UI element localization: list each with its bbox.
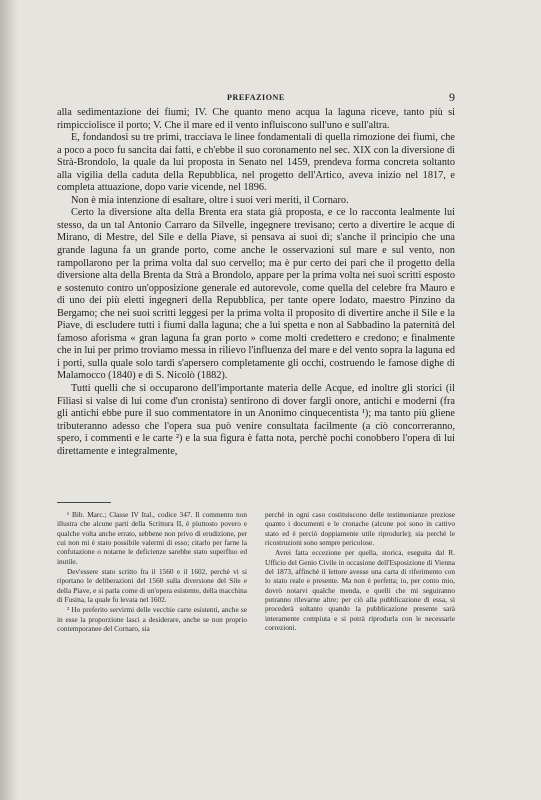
footnotes bbox=[57, 510, 455, 633]
body-text bbox=[57, 107, 455, 458]
footnotes-left-column bbox=[57, 510, 247, 633]
body-paragraph: Tutti quelli che si occuparono dell'importante materia delle Acque, ed inoltre gli storici (il Filiasi si valse di lui come d'un cronista) sentirono di dover fargli onore, antichi e moderni (fra gli antichi ebbe pure il suo commentatore in un Anonimo cinquecentista ¹); ma tanto più gliene tributeranno adesso che l'opera sua può venire consultata facilmente (a ciò concorreranno, spero, i commenti e le carte ²) e la sua figura è fatta nota, perchè pochi conobbero l'opera di lui direttamente e integralmente, bbox=[57, 383, 455, 457]
body-paragraph: alla sedimentazione dei fiumi; IV. Che quanto meno acqua la laguna riceve, tanto più si rimpicciolisce il porto; V. Che il mare ed il vento influiscono sull'uno e sull'altra. bbox=[57, 107, 455, 131]
binding-shadow bbox=[0, 0, 18, 800]
footnote-rule bbox=[57, 502, 111, 503]
body-paragraph: Certo la diversione alta della Brenta era stata già proposta, e ce lo racconta lealmente lui stesso, da un tal Antonio Carraro da Silvelle, ingegnere trevisano; certo a divertire le acque di Mirano, di Mestre, del Sile e della Piave, si pensava ai suoi dì; s'anche il principio che una grande laguna fa un grande porto, come anche le osservazioni sul mare e sul vento, non rampollarono per la prima volta dal suo cervello; ma è pur certo dei pari che il progetto della diversione alta della Brenta da Strà a Brondolo, appare per la prima volta nei suoi scritti esposto e sostenuto contro un'opposizione generale ed autorevole, come quella del celebre fra Mauro e di uno dei più eletti ingegneri della Repubblica, per tante opere lodato, maestro Pinzino da Bergamo; che nei suoi scritti leggesi per la prima volta il proposito di divertire anche il Sile e la Piave, di escludere tutti i fiumi dalla laguna; che a lui spetta e non al Sabbadino la paternità del famoso aforisma « gran laguna fa gran porto » come molti credettero e credono; e finalmente che in lui per primo troviamo messa in rilievo l'influenza del mare e del vento sopra la laguna ed i porti, sulla quale solo tardi s'apersero completamente gli occhi, costruendo le famose dighe di Malamocco (1840) e di S. Nicolò (1882). bbox=[57, 207, 455, 382]
footnotes-right-column bbox=[265, 510, 455, 633]
body-paragraph: E, fondandosi su tre primi, tracciava le linee fondamentali di quella rimozione dei fiumi, che a poco a poco fu sancita dai fatti, e ch'ebbe il suo coronamento nel sec. XIX con la diversione di Strà-Brondolo, la quale da lui proposta in Senato nel 1459, prendeva forma concreta soltanto alla vigilia della caduta della Repubblica, nel progetto dell'Artico, aveva inizio nel 1817, e completa attuazione, dopo varie vicende, nel 1896. bbox=[57, 132, 455, 194]
footnote-paragraph: ² Ho preferito servirmi delle vecchie carte esistenti, anche se in esse la proporzione lasci a desiderare, anche se non proprio contemporanee del Cornaro, sia bbox=[57, 605, 247, 634]
footnote-paragraph: perchè in ogni caso costituiscono delle testimonianze preziose quanto i documenti e le cronache (alcune poi sono in cattivo stato ed è perciò doppiamente utile riprodurle); sia perchè le ricostruzioni sono sempre pericolose. bbox=[265, 510, 455, 548]
footnote-paragraph: Avrei fatta eccezione per quella, storica, eseguita dal R. Ufficio del Genio Civile in occasione dell'Esposizione di Vienna del 1873, affinchè il lettore avesse una carta di riferimento con lo stato reale e presente. Ma non è perfetta; io, per conto mio, dovrò notarvi qualche menda, e quelli che mi seguiranno potranno rilevarne altre; per ciò alla pubblicazione di essa, si procederà soltanto quando la pubblicazione presente sarà interamente compiuta e si potrà riprodurla con le necessarie correzioni. bbox=[265, 548, 455, 633]
body-paragraph: Non è mia intenzione di esaltare, oltre i suoi veri meriti, il Cornaro. bbox=[71, 194, 349, 206]
footnote-paragraph: ¹ Bib. Marc.; Classe IV Ital., codice 347. Il commento non illustra che alcune parti della Scrittura II, è piuttosto povero e qualche volta anche errato, sebbene non privo di erudizione, per cui non mi è stato possibile valermi di esso; citarlo per farne la confutazione o notarne le deficienze sarebbe stato superfluo ed inutile. bbox=[57, 510, 247, 566]
running-title: PREFAZIONE bbox=[227, 93, 285, 102]
footnote-paragraph: Dev'essere stato scritto fra il 1560 e il 1602, perchè vi si riportano le deliberazioni del 1560 sulla diversione del Sile e della Piave, e si parla come di un'opera esistente, della macchina di Fusina, la quale fu levata nel 1602. bbox=[57, 567, 247, 605]
running-head bbox=[57, 90, 455, 107]
page-number: 9 bbox=[449, 90, 455, 104]
